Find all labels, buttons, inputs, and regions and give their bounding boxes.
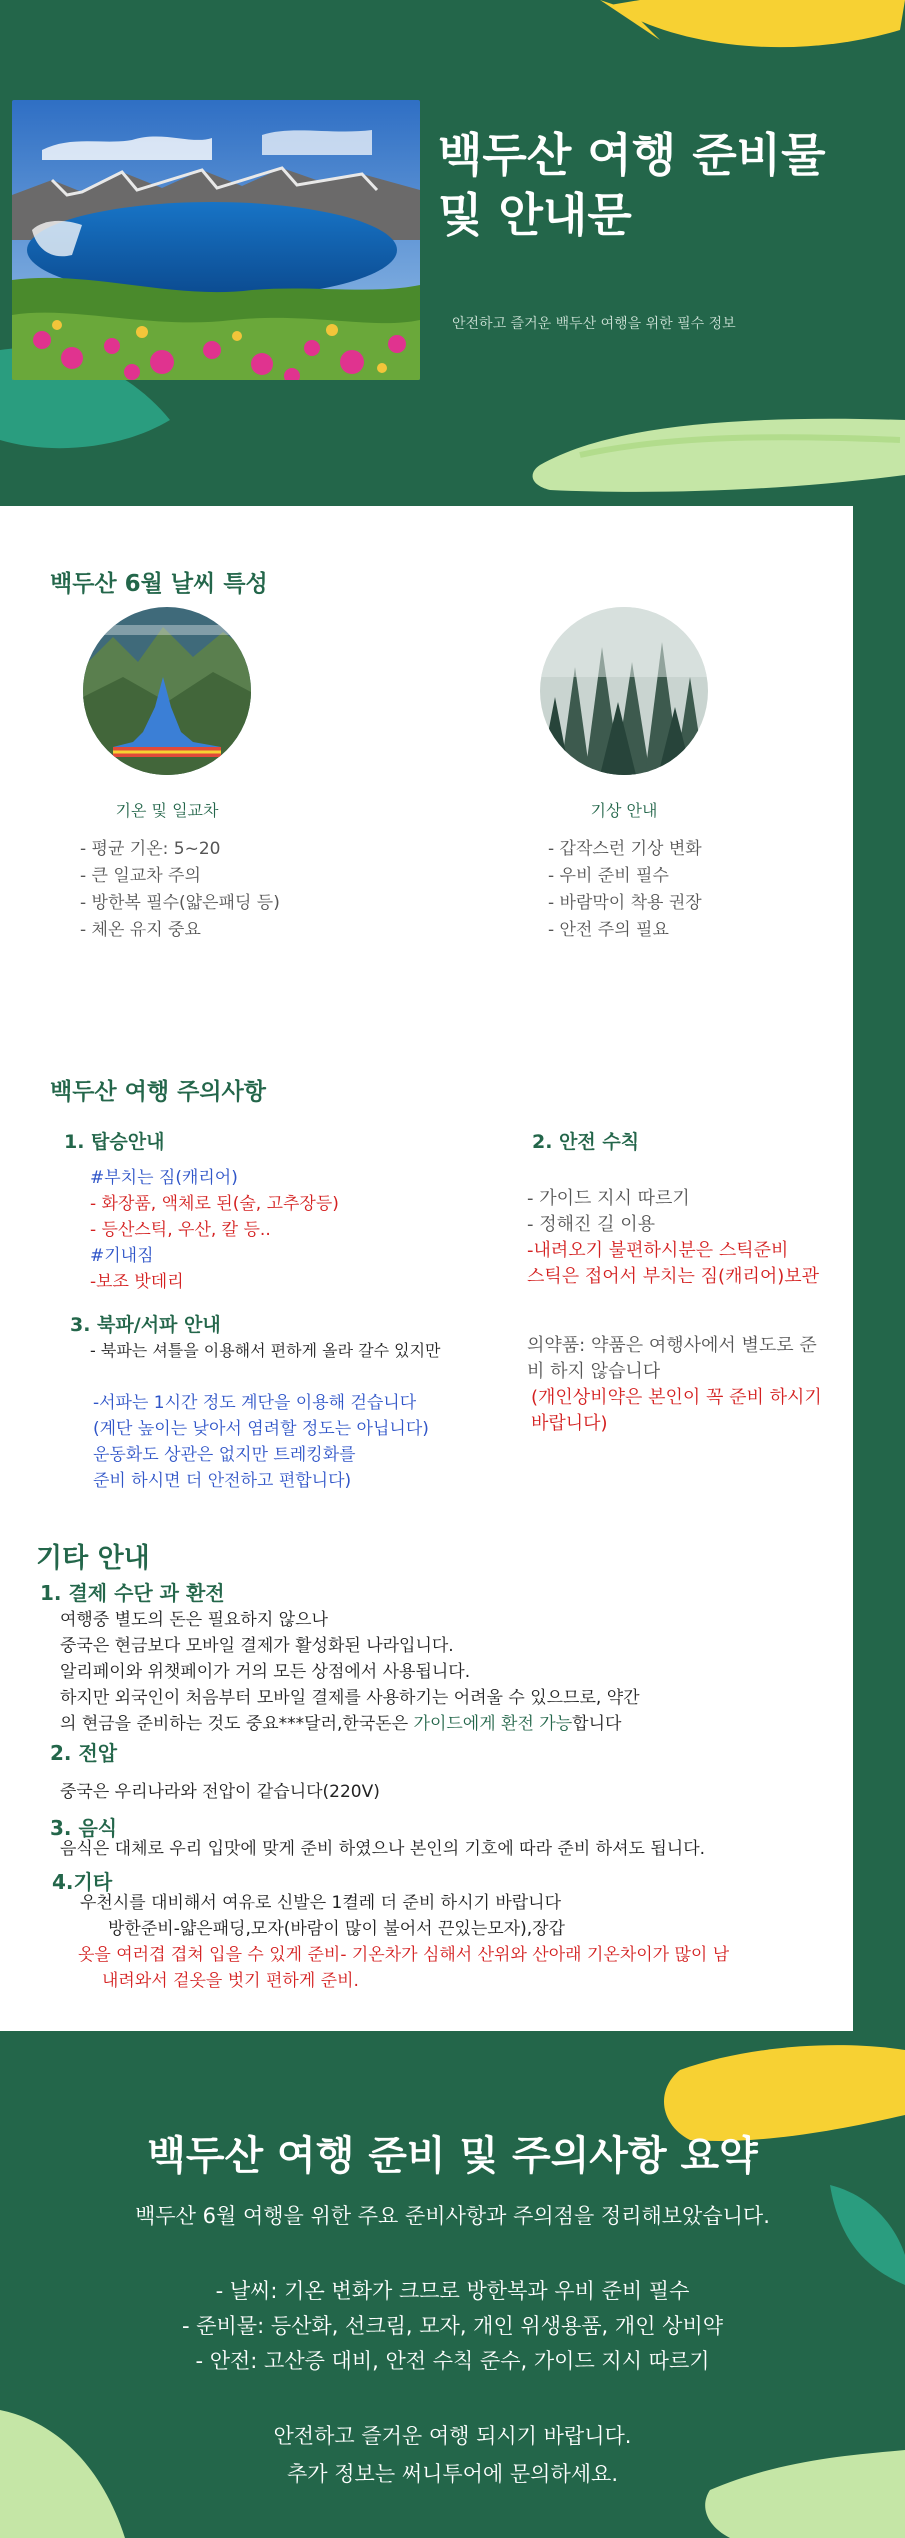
payment-title: 1. 결제 수단 과 환전 — [40, 1581, 225, 1605]
misty-forest-thumbnail — [540, 607, 708, 775]
closing-line: 안전하고 즐거운 여행 되시기 바랍니다. — [273, 2424, 632, 2448]
list-item: -내려오기 불편하시분은 스틱준비 — [527, 1240, 789, 1261]
paragraph-line: 우천시를 대비해서 여유로 신발은 1켤레 더 준비 하시기 바랍니다 — [80, 1893, 562, 1913]
medicine-notice — [527, 1333, 822, 1437]
paragraph-line: 여행중 별도의 돈은 필요하지 않으나 — [60, 1610, 328, 1630]
list-item: - 가이드 지시 따르기 — [527, 1188, 690, 1209]
list-item: - 우비 준비 필수 — [548, 866, 669, 886]
list-item: - 바람막이 착용 권장 — [548, 893, 702, 913]
paragraph-line: 방한준비-얇은패딩,모자(바람이 많이 불어서 끈있는모자),장갑 — [108, 1919, 565, 1939]
food-text: 음식은 대체로 우리 입맛에 맞게 준비 하였으나 본인의 기호에 따라 준비 하셔도 됩니다. — [60, 1839, 706, 1859]
boarding-guide-title: 1. 탑승안내 — [64, 1131, 165, 1153]
list-item: - 안전 주의 필요 — [548, 920, 669, 940]
north-slope-text: - 북파는 셔틀을 이용해서 편하게 올라 갈수 있지만 — [90, 1341, 441, 1360]
exchange-highlight: 가이드에게 환전 가능 — [413, 1714, 573, 1734]
list-item: -서파는 1시간 정도 계단을 이용해 걷습니다 — [93, 1393, 417, 1413]
list-item: - 화장품, 액체로 된(술, 고추장등) — [90, 1194, 339, 1214]
paragraph-line: 의 현금을 준비하는 것도 중요***달러,한국돈은 가이드에게 환전 가능합니다 — [60, 1714, 622, 1734]
list-item: 준비 하시면 더 안전하고 편합니다) — [93, 1471, 352, 1491]
list-item: - 갑작스런 기상 변화 — [548, 839, 702, 859]
summary-item: - 안전: 고산증 대비, 안전 수칙 준수, 가이드 지시 따르기 — [195, 2349, 710, 2373]
list-item: (계단 높이는 낮아서 염려할 정도는 아닙니다) — [93, 1419, 429, 1439]
page-title — [438, 125, 888, 245]
page-title-line-2: 및 안내문 — [438, 188, 632, 242]
list-item: #부치는 짐(캐리어) — [90, 1168, 238, 1188]
north-west-slope-title: 3. 북파/서파 안내 — [70, 1314, 221, 1336]
weather-info-list — [548, 836, 702, 944]
weather-section-title: 백두산 6월 날씨 특성 — [50, 571, 268, 597]
temperature-list — [80, 836, 280, 944]
list-item: 바랍니다) — [531, 1413, 608, 1434]
payment-text — [60, 1607, 850, 1737]
west-slope-text — [93, 1390, 429, 1494]
list-item: 의약품: 약품은 여행사에서 별도로 준 — [527, 1335, 817, 1356]
other-text — [80, 1890, 850, 1994]
teal-brush-stroke-footer — [820, 2175, 905, 2285]
list-item: - 정해진 길 이용 — [527, 1214, 655, 1235]
voltage-title: 2. 전압 — [50, 1741, 118, 1765]
summary-item: - 날씨: 기온 변화가 크므로 방한복과 우비 준비 필수 — [215, 2279, 690, 2303]
list-item: - 등산스틱, 우산, 칼 등.. — [90, 1220, 271, 1240]
summary-intro: 백두산 6월 여행을 위한 주요 준비사항과 주의점을 정리해보았습니다. — [135, 2204, 770, 2228]
list-item: #기내짐 — [90, 1246, 154, 1266]
voltage-text: 중국은 우리나라와 전압이 같습니다(220V) — [60, 1782, 380, 1802]
list-item: 운동화도 상관은 없지만 트레킹화를 — [93, 1445, 356, 1465]
list-item: (개인상비약은 본인이 꼭 준비 하시기 — [531, 1387, 822, 1408]
food-title: 3. 음식 — [50, 1816, 118, 1840]
list-item: - 평균 기온: 5~20 — [80, 839, 221, 859]
paragraph-line: 알리페이와 위챗페이가 거의 모든 상점에서 사용됩니다. — [60, 1662, 471, 1682]
list-item: 비 하지 않습니다 — [527, 1361, 661, 1382]
paragraph-line: 내려와서 겉옷을 벗기 편하게 준비. — [102, 1971, 359, 1991]
etc-section-title: 기타 안내 — [36, 1543, 150, 1574]
safety-rules-list — [527, 1186, 819, 1290]
safety-rules-title: 2. 안전 수칙 — [532, 1131, 640, 1153]
weather-info-caption: 기상 안내 — [590, 801, 658, 820]
other-title: 4.기타 — [52, 1870, 113, 1894]
caution-section-title: 백두산 여행 주의사항 — [50, 1079, 266, 1105]
page-title-line-1: 백두산 여행 준비물 — [438, 128, 826, 182]
temperature-caption: 기온 및 일교차 — [115, 801, 219, 820]
paragraph-line: 중국은 현금보다 모바일 결제가 활성화된 나라입니다. — [60, 1636, 454, 1656]
temperature-chart-thumbnail — [83, 607, 251, 775]
summary-title: 백두산 여행 준비 및 주의사항 요약 — [147, 2133, 758, 2179]
list-item: - 체온 유지 중요 — [80, 920, 201, 940]
page-subtitle: 안전하고 즐거운 백두산 여행을 위한 필수 정보 — [452, 316, 736, 332]
list-item: - 큰 일교차 주의 — [80, 866, 201, 886]
paragraph-line: 옷을 여러겹 겹쳐 입을 수 있게 준비- 기온차가 심해서 산위와 산아래 기온차이가 많이 남 — [78, 1945, 730, 1965]
heaven-lake-photo — [12, 100, 420, 380]
boarding-guide-list — [90, 1165, 339, 1295]
list-item: 스틱은 접어서 부치는 짐(캐리어)보관 — [527, 1266, 820, 1287]
paragraph-line: 하지만 외국인이 처음부터 모바일 결제를 사용하기는 어려울 수 있으므로, 약간 — [60, 1688, 640, 1708]
yellow-brush-stroke-top — [600, 0, 905, 60]
light-green-brush-stroke-right — [520, 405, 905, 505]
list-item: - 방한복 필수(얇은패딩 등) — [80, 893, 280, 913]
contact-line: 추가 정보는 써니투어에 문의하세요. — [287, 2462, 618, 2486]
summary-item: - 준비물: 등산화, 선크림, 모자, 개인 위생용품, 개인 상비약 — [181, 2314, 724, 2338]
list-item: -보조 밧데리 — [90, 1272, 184, 1292]
